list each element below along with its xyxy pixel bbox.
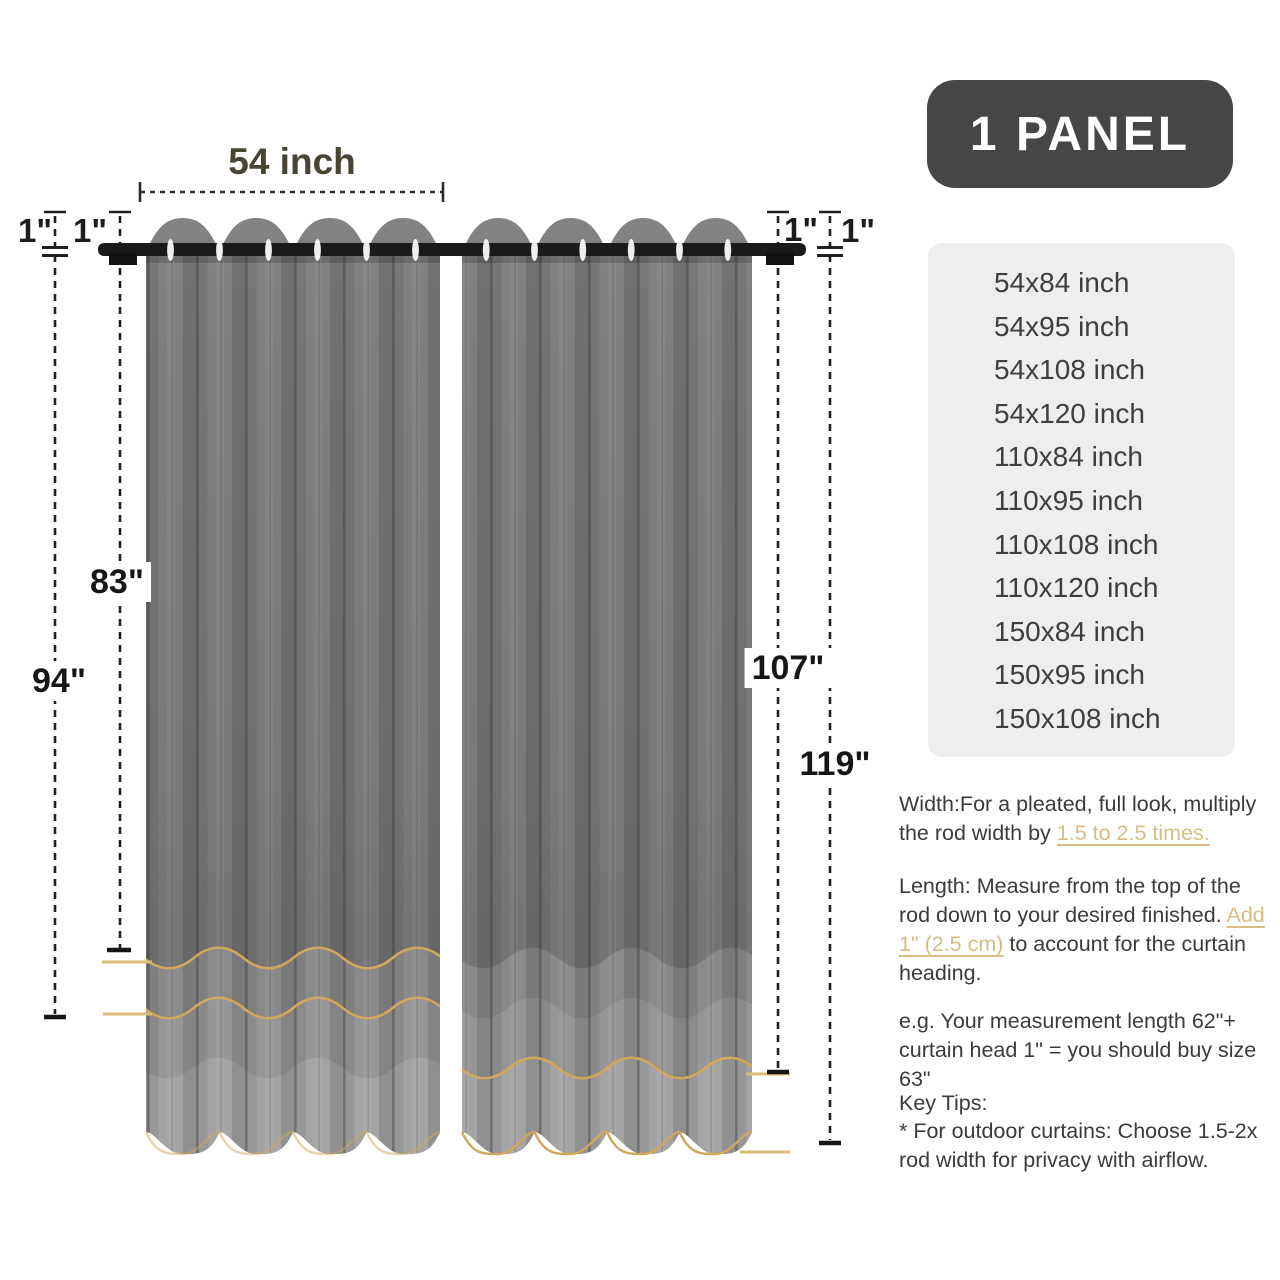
example-note: e.g. Your measurement length 62"+ curtain head 1" = you should buy size 63"	[899, 1009, 1257, 1091]
length-note-tail: to account for the curtain heading.	[899, 932, 1247, 985]
one-inch-label-right-inner: 1"	[784, 211, 818, 248]
left-curtain-panel	[142, 218, 444, 1280]
size-list	[994, 261, 1235, 741]
rod-bracket-left	[109, 253, 137, 265]
size-option: 54x108 inch	[994, 354, 1146, 386]
size-option: 150x95 inch	[994, 659, 1146, 691]
right-curtain-panel	[458, 218, 756, 1280]
one-inch-label-left-inner: 1"	[73, 212, 107, 249]
length-83-label: 83"	[83, 562, 151, 602]
panel-count-badge	[927, 80, 1233, 188]
length-94-label: 94"	[25, 661, 93, 701]
size-option: 54x120 inch	[994, 397, 1146, 429]
size-option: 150x84 inch	[994, 615, 1146, 647]
key-tip-item: * For outdoor curtains: Choose 1.5-2x rod width for privacy with airflow.	[899, 1119, 1258, 1172]
size-option: 110x95 inch	[994, 484, 1143, 516]
rod-bracket-right	[766, 253, 794, 265]
size-option: 150x108 inch	[994, 702, 1161, 734]
length-note	[899, 872, 1267, 988]
length-note-highlight: Add 1" (2.5 cm)	[899, 903, 1265, 956]
size-option: 110x120 inch	[994, 572, 1159, 604]
one-inch-label-left-outer: 1"	[18, 212, 52, 249]
size-list-panel	[928, 243, 1235, 757]
panel-count-text: 1 PANEL	[969, 107, 1191, 161]
size-option: 54x95 inch	[994, 310, 1130, 342]
key-tips-title: Key Tips:	[899, 1091, 988, 1115]
width-note	[899, 790, 1267, 848]
length-note-text: Length: Measure from the top of the rod down to your desired finished.	[899, 874, 1241, 927]
one-inch-label-right-outer: 1"	[841, 212, 875, 249]
length-107-label: 107"	[745, 648, 832, 688]
length-119-label: 119"	[793, 744, 878, 784]
size-option: 54x84 inch	[994, 267, 1130, 298]
width-note-highlight: 1.5 to 2.5 times.	[1056, 821, 1210, 845]
width-dimension-line	[140, 182, 443, 202]
size-option: 110x84 inch	[994, 441, 1143, 473]
size-option: 110x108 inch	[994, 528, 1159, 560]
rod-width-label: 54 inch	[228, 141, 356, 182]
width-note-text: Width:For a pleated, full look, multiply the rod width by	[899, 792, 1257, 845]
